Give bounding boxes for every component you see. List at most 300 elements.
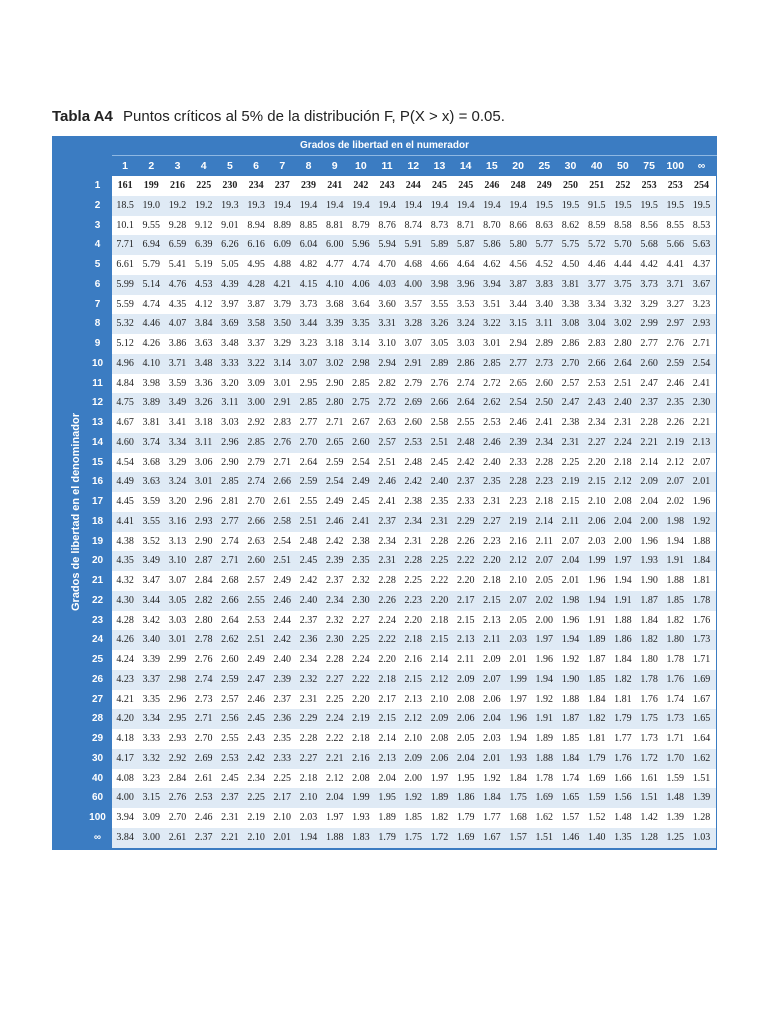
table-cell: 2.32	[325, 614, 344, 626]
table-cell: 4.52	[535, 259, 554, 270]
row-label: 26	[91, 673, 104, 685]
table-cell: 2.17	[273, 792, 292, 804]
table-cell: 2.57	[378, 436, 396, 448]
table-cell: 5.32	[116, 318, 134, 330]
table-cell: 1.51	[692, 772, 711, 784]
table-cell: 7.71	[116, 239, 134, 251]
table-cell: 2.19	[509, 515, 527, 527]
table-cell: 3.57	[404, 298, 423, 310]
table-cell: 2.22	[325, 733, 344, 744]
table-cell: 1.92	[561, 654, 580, 665]
table-cell: 3.26	[430, 318, 449, 330]
table-cell: 8.70	[483, 219, 501, 231]
table-cell: 2.26	[666, 417, 685, 428]
table-cell: 2.57	[561, 377, 580, 389]
table-cell: 2.23	[509, 496, 527, 507]
table-cell: 19.0	[142, 199, 161, 211]
table-cell: 2.13	[378, 752, 396, 764]
table-row	[112, 354, 716, 374]
table-cell: 2.45	[299, 555, 318, 567]
row-label: 27	[91, 693, 104, 705]
table-cell: 3.14	[273, 357, 292, 369]
table-cell: 2.47	[640, 377, 658, 389]
table-cell: 2.11	[535, 535, 553, 547]
table-cell: 3.15	[509, 318, 527, 330]
table-cell: 1.75	[404, 831, 423, 843]
table-cell: 3.35	[142, 693, 161, 705]
table-cell: 1.79	[456, 812, 475, 823]
table-cell: 2.49	[273, 575, 292, 586]
table-cell: 2.35	[430, 496, 449, 507]
column-header: 75	[643, 160, 655, 172]
table-cell: 1.99	[509, 673, 527, 685]
table-cell: 1.78	[666, 654, 685, 665]
table-cell: 2.31	[430, 515, 449, 527]
table-cell: 2.78	[194, 634, 213, 646]
table-cell: 2.18	[404, 634, 423, 646]
table-cell: 2.49	[352, 476, 370, 488]
table-cell: 2.76	[194, 654, 213, 665]
table-cell: 3.51	[483, 298, 501, 310]
table-cell: 2.11	[561, 515, 580, 527]
table-cell: 1.57	[509, 831, 527, 843]
row-label: 100	[89, 812, 106, 823]
table-cell: 3.50	[273, 318, 292, 330]
table-cell: 2.51	[614, 377, 632, 389]
table-cell: 2.71	[325, 417, 344, 428]
table-cell: 8.63	[535, 219, 554, 231]
table-cell: 2.95	[299, 377, 318, 389]
table-cell: 1.82	[430, 812, 449, 823]
table-cell: 1.28	[640, 831, 658, 843]
table-cell: 2.60	[247, 555, 265, 567]
table-cell: 2.64	[221, 614, 239, 626]
table-cell: 4.67	[116, 417, 134, 428]
table-row	[112, 334, 716, 354]
table-cell: 2.51	[273, 555, 292, 567]
table-cell: 2.40	[299, 594, 318, 606]
caption-text: Puntos críticos al 5% de la distribución F, P(X > x) = 0.05.	[123, 108, 505, 125]
table-cell: 2.10	[247, 831, 265, 843]
table-cell: 3.23	[299, 338, 318, 349]
table-cell: 1.86	[456, 792, 475, 804]
table-cell: 2.71	[194, 713, 213, 725]
table-cell: 3.84	[116, 831, 134, 843]
table-cell: 8.79	[352, 219, 370, 231]
table-cell: 1.62	[535, 812, 554, 823]
table-row	[112, 472, 716, 492]
table-cell: 2.70	[168, 812, 187, 823]
table-cell: 245	[458, 180, 474, 191]
table-cell: 8.56	[640, 219, 658, 231]
table-cell: 1.88	[561, 693, 580, 705]
table-cell: 1.82	[666, 614, 685, 626]
table-cell: 3.68	[142, 456, 161, 468]
table-cell: 2.12	[430, 673, 449, 685]
table-row	[112, 275, 716, 295]
table-cell: 3.32	[614, 298, 632, 310]
table-cell: 19.4	[299, 199, 318, 211]
table-cell: 1.91	[614, 594, 632, 606]
table-cell: 8.53	[692, 219, 711, 231]
table-cell: 2.41	[378, 496, 396, 507]
table-cell: 6.94	[142, 239, 161, 251]
table-cell: 4.49	[116, 476, 134, 488]
table-caption	[52, 108, 692, 125]
table-cell: 1.65	[692, 713, 711, 725]
table-cell: 254	[693, 180, 709, 191]
table-cell: 2.31	[378, 555, 396, 567]
table-cell: 2.15	[483, 594, 501, 606]
table-cell: 1.84	[509, 772, 527, 784]
table-cell: 2.43	[247, 733, 265, 744]
table-cell: 2.07	[561, 535, 580, 547]
table-cell: 91.5	[587, 199, 606, 211]
table-cell: 1.39	[666, 812, 685, 823]
table-cell: 2.43	[587, 397, 606, 409]
table-cell: 3.89	[142, 397, 161, 409]
table-cell: 2.03	[299, 812, 318, 823]
table-cell: 2.15	[430, 634, 449, 646]
table-cell: 2.11	[483, 634, 501, 646]
table-cell: 4.21	[116, 693, 134, 705]
row-label: 30	[91, 752, 104, 764]
table-cell: 2.04	[640, 496, 658, 507]
table-cell: 4.41	[116, 515, 134, 527]
table-cell: 2.23	[483, 535, 501, 547]
table-cell: 8.94	[247, 219, 265, 231]
table-cell: 4.41	[666, 259, 685, 270]
table-cell: 2.59	[666, 357, 685, 369]
table-cell: 2.69	[194, 752, 213, 764]
table-cell: 2.10	[430, 693, 449, 705]
table-cell: 2.59	[221, 673, 239, 685]
table-cell: 8.55	[666, 219, 685, 231]
table-cell: 2.76	[273, 436, 292, 448]
table-cell: 2.07	[666, 476, 685, 488]
table-row	[112, 314, 716, 334]
table-cell: 2.66	[430, 397, 449, 409]
table-cell: 2.97	[666, 318, 685, 330]
table-cell: 2.46	[247, 693, 265, 705]
table-cell: 253	[641, 180, 657, 191]
table-cell: 241	[327, 180, 343, 191]
table-cell: 2.08	[430, 733, 449, 744]
table-cell: 3.64	[352, 298, 370, 310]
table-cell: 2.09	[483, 654, 501, 665]
table-cell: 3.13	[168, 535, 187, 547]
table-cell: 2.22	[378, 634, 396, 646]
table-cell: 3.59	[142, 496, 161, 507]
table-cell: 3.01	[168, 634, 187, 646]
row-label: 7	[94, 298, 101, 310]
column-header: 11	[381, 160, 393, 172]
table-cell: 1.84	[561, 752, 580, 764]
table-cell: 2.05	[535, 575, 554, 586]
table-cell: 2.01	[692, 476, 711, 488]
table-cell: 1.69	[535, 792, 554, 804]
table-cell: 2.76	[168, 792, 187, 804]
table-cell: 3.05	[168, 594, 187, 606]
table-cell: 2.07	[692, 456, 711, 468]
row-label: 17	[91, 496, 104, 507]
table-cell: 2.65	[325, 436, 344, 448]
table-cell: 1.80	[640, 654, 658, 665]
table-cell: 2.70	[194, 733, 213, 744]
table-cell: 1.96	[509, 713, 527, 725]
table-cell: 2.72	[483, 377, 501, 389]
table-cell: 3.44	[299, 318, 318, 330]
table-cell: 3.27	[666, 298, 685, 310]
table-cell: 1.86	[614, 634, 632, 646]
table-cell: 8.58	[614, 219, 632, 231]
table-cell: 3.31	[378, 318, 396, 330]
table-cell: 4.10	[325, 278, 344, 290]
table-cell: 4.84	[116, 377, 134, 389]
table-body	[112, 176, 716, 848]
table-cell: 2.60	[352, 436, 370, 448]
f-distribution-table	[52, 136, 717, 850]
table-cell: 2.95	[168, 713, 187, 725]
table-cell: 1.92	[483, 772, 501, 784]
table-cell: 2.17	[456, 594, 475, 606]
table-cell: 4.42	[640, 259, 658, 270]
table-cell: 2.54	[352, 456, 370, 468]
table-cell: 4.82	[299, 259, 318, 270]
table-cell: 1.97	[535, 634, 554, 646]
table-cell: 2.27	[352, 614, 370, 626]
table-cell: 3.69	[221, 318, 239, 330]
table-row	[112, 295, 716, 315]
table-cell: 2.12	[614, 476, 632, 488]
table-cell: 2.85	[299, 397, 318, 409]
table-cell: 4.18	[116, 733, 134, 744]
table-cell: 239	[300, 180, 316, 191]
table-cell: 3.49	[168, 397, 187, 409]
table-cell: 2.03	[509, 634, 527, 646]
table-cell: 2.28	[299, 733, 318, 744]
table-cell: 1.93	[509, 752, 527, 764]
table-cell: 252	[615, 180, 631, 191]
table-cell: 1.99	[352, 792, 370, 804]
table-cell: 2.74	[247, 476, 265, 488]
table-cell: 4.08	[116, 772, 134, 784]
column-header: 8	[305, 160, 312, 172]
table-cell: 1.28	[692, 812, 711, 823]
table-row	[112, 769, 716, 789]
table-cell: 2.05	[509, 614, 527, 626]
table-cell: 1.71	[666, 733, 685, 744]
table-cell: 1.82	[614, 673, 632, 685]
table-cell: 19.4	[378, 199, 396, 211]
table-cell: 2.31	[404, 535, 423, 547]
table-cell: 3.63	[194, 338, 213, 349]
table-cell: 2.51	[299, 515, 318, 527]
table-cell: 1.73	[692, 634, 711, 646]
table-cell: 4.30	[116, 594, 134, 606]
table-cell: 1.76	[666, 673, 685, 685]
table-cell: 3.75	[614, 278, 632, 290]
table-cell: 3.39	[142, 654, 161, 665]
table-cell: 2.18	[614, 456, 632, 468]
table-cell: 8.74	[404, 219, 423, 231]
table-cell: 3.07	[299, 357, 318, 369]
table-cell: 2.38	[561, 417, 580, 428]
table-cell: 2.46	[325, 515, 344, 527]
table-cell: 2.37	[221, 792, 239, 804]
table-cell: 2.08	[614, 496, 632, 507]
table-cell: 2.72	[378, 397, 396, 409]
table-cell: 1.67	[692, 693, 711, 705]
table-row	[112, 393, 716, 413]
table-cell: 2.46	[666, 377, 685, 389]
table-cell: 2.00	[614, 535, 632, 547]
column-header: 5	[226, 160, 233, 172]
row-label: 29	[91, 733, 104, 744]
table-cell: 2.34	[299, 654, 318, 665]
row-label: 20	[91, 555, 104, 567]
table-cell: 3.04	[587, 318, 606, 330]
table-cell: 4.15	[299, 278, 318, 290]
table-cell: 19.4	[404, 199, 423, 211]
table-cell: 6.04	[299, 239, 318, 251]
table-cell: 1.94	[614, 575, 632, 586]
table-cell: 1.76	[692, 614, 711, 626]
table-cell: 3.28	[404, 318, 423, 330]
table-cell: 2.20	[483, 555, 501, 567]
table-cell: 2.74	[194, 673, 213, 685]
table-cell: 2.70	[247, 496, 265, 507]
table-cell: 2.59	[299, 476, 318, 488]
table-cell: 2.48	[299, 535, 318, 547]
table-cell: 2.09	[430, 713, 449, 725]
column-header: 4	[200, 160, 207, 172]
table-cell: 2.08	[456, 693, 475, 705]
table-cell: 4.44	[614, 259, 632, 270]
table-cell: 199	[143, 180, 159, 191]
column-header: 50	[617, 160, 629, 172]
table-cell: 2.20	[378, 654, 396, 665]
table-cell: 2.15	[378, 713, 396, 725]
table-cell: 5.12	[116, 338, 134, 349]
table-cell: 2.90	[325, 377, 344, 389]
table-cell: 249	[536, 180, 552, 191]
table-cell: 2.58	[430, 417, 449, 428]
table-cell: 3.73	[640, 278, 658, 290]
table-cell: 1.35	[614, 831, 632, 843]
table-cell: 3.24	[456, 318, 475, 330]
table-cell: 2.59	[325, 456, 344, 468]
table-cell: 2.06	[587, 515, 606, 527]
table-cell: 2.37	[299, 614, 318, 626]
table-cell: 1.57	[561, 812, 580, 823]
table-cell: 18.5	[116, 199, 134, 211]
table-cell: 2.09	[404, 752, 423, 764]
row-label: 5	[94, 259, 101, 270]
table-cell: 5.79	[142, 259, 161, 270]
table-cell: 2.15	[561, 496, 580, 507]
row-label: 10	[91, 357, 104, 369]
table-cell: 2.37	[456, 476, 475, 488]
table-cell: 2.41	[535, 417, 554, 428]
table-cell: 250	[562, 180, 578, 191]
table-cell: 4.76	[168, 278, 187, 290]
row-label: 6	[94, 278, 101, 290]
table-cell: 4.37	[692, 259, 711, 270]
table-row	[112, 808, 716, 828]
table-cell: 2.13	[692, 436, 711, 448]
table-cell: 3.33	[221, 357, 239, 369]
table-cell: 3.63	[142, 476, 161, 488]
table-cell: 3.55	[142, 515, 161, 527]
table-row	[112, 255, 716, 275]
table-cell: 5.41	[168, 259, 187, 270]
table-cell: 3.41	[168, 417, 187, 428]
table-cell: 2.31	[483, 496, 501, 507]
table-row	[112, 591, 716, 611]
table-cell: 2.09	[640, 476, 658, 488]
table-cell: 2.91	[273, 397, 292, 409]
table-cell: 2.20	[456, 575, 475, 586]
table-cell: 1.52	[587, 812, 606, 823]
table-cell: 1.85	[666, 594, 685, 606]
table-cell: 1.59	[666, 772, 685, 784]
table-cell: 3.11	[221, 397, 239, 409]
table-cell: 1.85	[561, 733, 580, 744]
table-cell: 5.59	[116, 298, 134, 310]
table-row	[112, 433, 716, 453]
table-cell: 244	[405, 180, 421, 191]
table-cell: 2.29	[299, 713, 318, 725]
table-row	[112, 749, 716, 769]
table-cell: 2.04	[561, 555, 580, 567]
table-cell: 251	[589, 180, 605, 191]
table-cell: 2.20	[404, 614, 423, 626]
table-cell: 2.15	[587, 476, 606, 488]
table-cell: 1.85	[587, 673, 606, 685]
row-label: 22	[91, 594, 104, 606]
table-cell: 2.73	[535, 357, 554, 369]
table-cell: 3.20	[221, 377, 239, 389]
table-cell: 3.48	[194, 357, 213, 369]
table-cell: 2.04	[483, 713, 501, 725]
row-label: 8	[94, 318, 101, 330]
table-cell: 246	[484, 180, 500, 191]
table-cell: 3.36	[194, 377, 213, 389]
table-row	[112, 196, 716, 216]
table-cell: 2.34	[378, 535, 396, 547]
table-row	[112, 788, 716, 808]
table-cell: 2.60	[640, 357, 658, 369]
table-cell: 1.92	[692, 515, 711, 527]
table-cell: 1.25	[666, 831, 685, 843]
table-cell: 2.57	[221, 693, 239, 705]
table-cell: 1.91	[535, 713, 554, 725]
table-cell: 2.93	[692, 318, 711, 330]
table-cell: 1.88	[614, 614, 632, 626]
table-cell: 2.66	[587, 357, 606, 369]
table-cell: 2.85	[483, 357, 501, 369]
table-cell: 2.40	[273, 654, 292, 665]
table-cell: 1.90	[640, 575, 658, 586]
table-cell: 3.11	[535, 318, 553, 330]
table-cell: 2.36	[273, 713, 292, 725]
table-cell: 5.86	[483, 239, 501, 251]
table-cell: 3.81	[561, 278, 580, 290]
table-cell: 19.4	[430, 199, 449, 211]
table-cell: 2.03	[483, 733, 501, 744]
table-cell: 2.24	[352, 654, 370, 665]
